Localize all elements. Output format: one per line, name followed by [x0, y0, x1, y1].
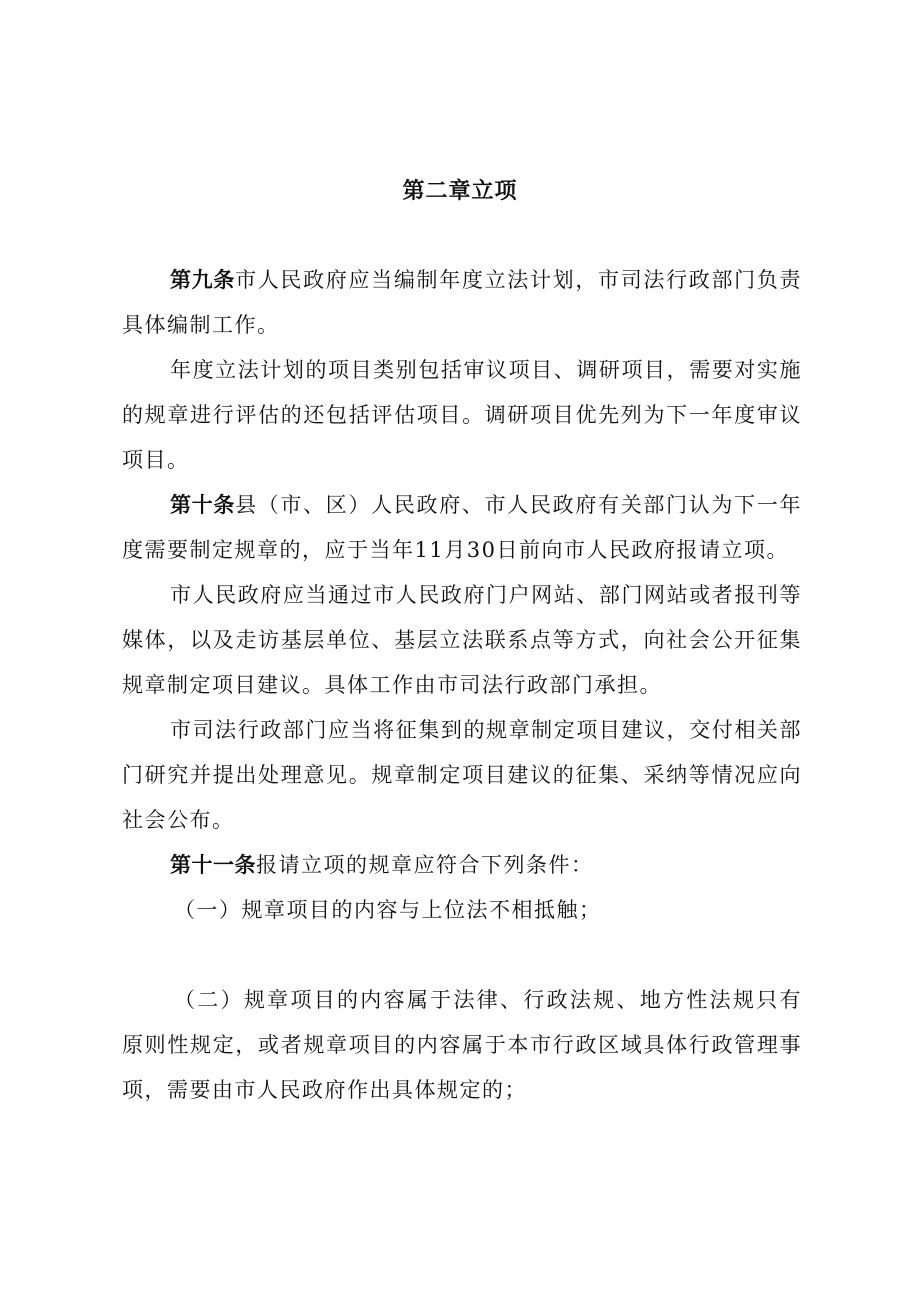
article-11-paragraph	[122, 843, 802, 888]
article-10-text: 县（市、区）人民政府、市人民政府有关部门认为下一年度需要制定规章的，应于当年11月30日前向市人民政府报请立项。	[122, 493, 803, 562]
article-9-text: 市人民政府应当编制年度立法计划，市司法行政部门负责具体编制工作。	[122, 268, 803, 337]
chapter-title: 第二章立项	[402, 179, 518, 204]
article-11-item-1: （一）规章项目的内容与上位法不相抵触；	[174, 898, 602, 922]
article-9-paragraph-2: 年度立法计划的项目类别包括审议项目、调研项目，需要对实施的规章进行评估的还包括评估项目。调研项目优先列为下一年度审议项目。	[122, 358, 802, 472]
article-10-paragraph-2: 市人民政府应当通过市人民政府门户网站、部门网站或者报刊等媒体，以及走访基层单位、基层立法联系点等方式，向社会公开征集规章制定项目建议。具体工作由市司法行政部门承担。	[122, 583, 802, 697]
article-10-label: 第十条	[170, 493, 236, 517]
article-11-label: 第十一条	[170, 853, 256, 877]
article-10-paragraph	[122, 483, 802, 573]
article-11-text: 报请立项的规章应符合下列条件：	[256, 853, 594, 877]
article-9-paragraph	[122, 258, 802, 348]
article-9-label: 第九条	[170, 268, 236, 292]
article-11-item-2: （二）规章项目的内容属于法律、行政法规、地方性法规只有原则性规定，或者规章项目的内容属于本市行政区域具体行政管理事项，需要由市人民政府作出具体规定的；	[122, 988, 802, 1102]
article-10-paragraph-3: 市司法行政部门应当将征集到的规章制定项目建议，交付相关部门研究并提出处理意见。规章制定项目建议的征集、采纳等情况应向社会公布。	[122, 718, 802, 832]
